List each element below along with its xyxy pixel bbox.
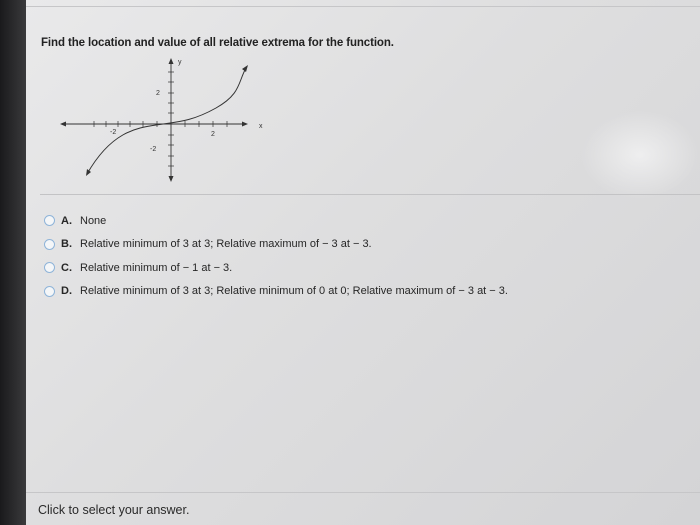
- curve-arrow-start: [86, 169, 91, 176]
- option-a[interactable]: [44, 209, 508, 233]
- option-text: Relative minimum of 3 at 3; Relative maximum of − 3 at − 3.: [80, 238, 372, 251]
- option-letter: B.: [61, 238, 72, 251]
- y-axis-label: y: [178, 59, 182, 66]
- footer-divider: [26, 492, 700, 493]
- top-divider: [26, 6, 700, 7]
- question-text: Find the location and value of all relative extrema for the function.: [41, 37, 394, 49]
- screen-bezel: [0, 0, 26, 525]
- option-text: Relative minimum of − 1 at − 3.: [80, 261, 233, 274]
- x-axis-arrow-left: [60, 122, 66, 127]
- quiz-screen: [26, 0, 700, 525]
- radio-button[interactable]: [44, 239, 55, 250]
- option-letter: D.: [61, 285, 72, 298]
- tick-label-y-neg: -2: [150, 146, 157, 153]
- function-curve: [87, 68, 246, 174]
- x-axis-label: x: [259, 123, 263, 130]
- function-graph: [56, 50, 266, 185]
- option-text: Relative minimum of 3 at 3; Relative minimum of 0 at 0; Relative maximum of − 3 at − 3.: [80, 285, 508, 298]
- option-d[interactable]: [44, 280, 508, 304]
- radio-button[interactable]: [44, 262, 55, 273]
- y-axis-arrow-top: [169, 58, 174, 64]
- radio-button[interactable]: [44, 286, 55, 297]
- tick-label-x-neg: -2: [110, 129, 117, 136]
- x-axis-arrow-right: [242, 122, 248, 127]
- option-letter: C.: [61, 261, 72, 274]
- option-letter: A.: [61, 214, 72, 227]
- curve-arrow-end: [242, 65, 248, 72]
- footer-instruction: Click to select your answer.: [38, 503, 190, 517]
- option-b[interactable]: [44, 233, 508, 257]
- answer-options: [44, 209, 508, 303]
- y-axis-arrow-bottom: [169, 176, 174, 182]
- option-c[interactable]: [44, 256, 508, 280]
- section-divider: [40, 194, 700, 195]
- tick-label-y-pos: 2: [156, 90, 160, 97]
- radio-button[interactable]: [44, 215, 55, 226]
- screen-glare: [580, 110, 700, 200]
- tick-label-x-pos: 2: [211, 131, 215, 138]
- option-text: None: [80, 214, 107, 227]
